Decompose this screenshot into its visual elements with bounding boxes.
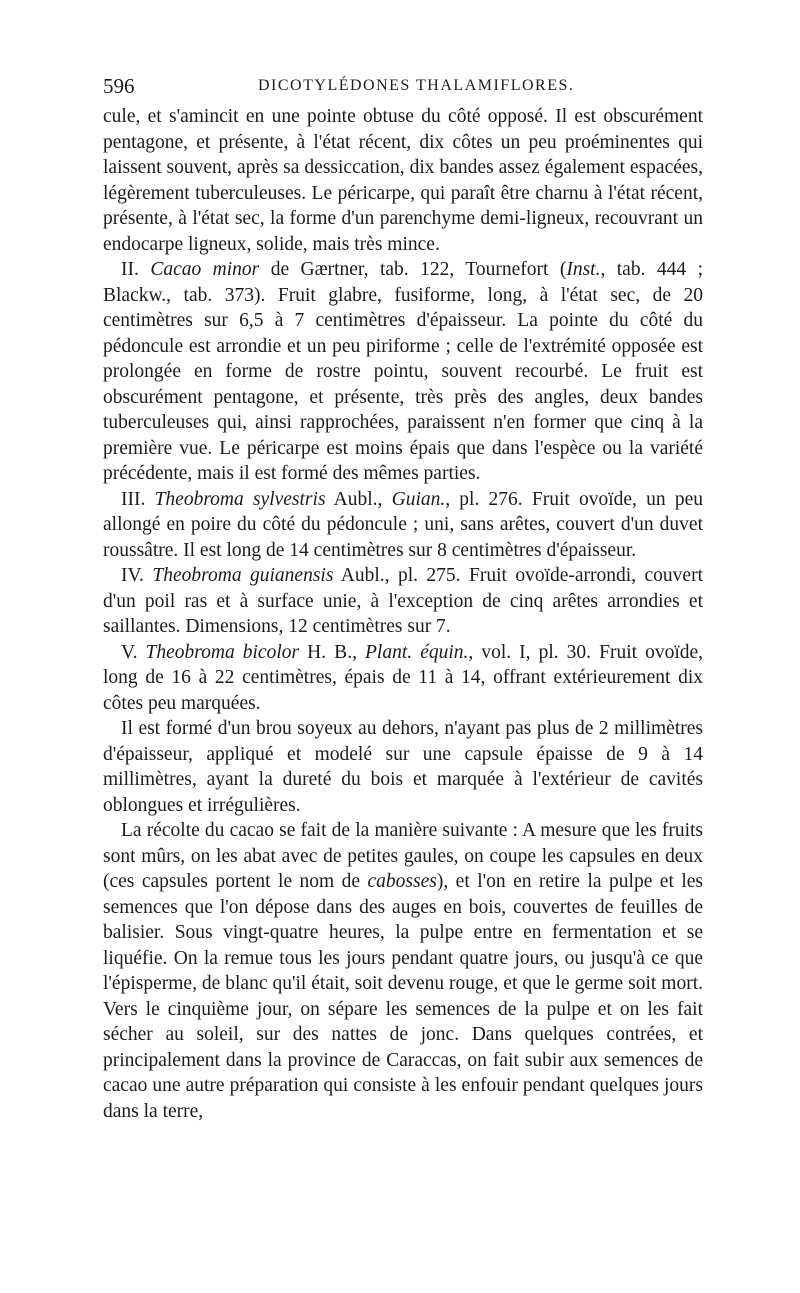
species-name: Cacao minor bbox=[150, 259, 260, 280]
paragraph-text: H. B., bbox=[307, 641, 357, 663]
paragraph-text: de Gærtner, tab. 122, Tournefort ( bbox=[270, 259, 567, 280]
reference-title: Plant. équin. bbox=[365, 641, 469, 663]
running-title: DICOTYLÉDONES THALAMIFLORES. bbox=[258, 77, 575, 94]
body-text bbox=[103, 104, 703, 1124]
paragraph-text: , tab. 444 ; Blackw., tab. 373). Fruit glabre, fusiforme, long, à l'état sec, de 20 centimètres sur 6,5 à 7 centimètres d'épaisseur. La pointe du côté du pédoncule est arrondie et un peu piriforme ; celle de l'extrémité opposée est prolongée en forme de rostre pointu, souvent recourbé. Le fruit est obscurément pentagone, et présente, très près des angles, deux bandes tuberculeuses qui, ainsi rapprochées, paraissent n'en former que cinq à la première vue. Le péricarpe est moins épais que dans l'espèce ou la variété précédente, mais il est formé des mêmes parties. bbox=[103, 259, 703, 484]
term-cabosses: cabosses bbox=[367, 871, 437, 892]
variety-number: III. bbox=[121, 488, 146, 510]
paragraph-recolte bbox=[103, 818, 703, 1124]
paragraph-cacao-minor bbox=[103, 257, 703, 487]
paragraph-text: La récolte du cacao se fait de la manière suivante : A mesure que les fruits sont mûrs, on les abat avec de petites gaules, on coupe les capsules en deux (ces capsules portent le nom de bbox=[103, 820, 703, 892]
variety-number: V. bbox=[121, 641, 138, 663]
species-name: Theobroma sylvestris bbox=[154, 488, 326, 510]
paragraph-brou: Il est formé d'un brou soyeux au dehors, n'ayant pas plus de 2 millimètres d'épaisseur, appliqué et modelé sur une capsule épaisse de 9 à 14 millimètres, ayant la dureté du bois et marquée à l'extérieur de cavités oblongues et irrégulières. bbox=[103, 718, 703, 816]
species-name: Theobroma guianensis bbox=[152, 565, 334, 586]
book-page bbox=[103, 70, 703, 1124]
paragraph-text: Aubl., bbox=[333, 488, 383, 510]
paragraph-text: , vol. I, pl. 30. Fruit ovoïde, long de 16 à 22 centimètres, épais de 11 à 14, offrant extérieurement dix côtes peu marquées. bbox=[103, 641, 704, 714]
paragraph-theobroma-bicolor bbox=[103, 640, 703, 717]
paragraph-continuation: cule, et s'amincit en une pointe obtuse du côté opposé. Il est obscurément pentagone, et présente, à l'état récent, dix côtes un peu proéminentes qui laissent souvent, après sa dessiccation, dix bandes assez également espacées, légèrement tuberculeuses. Le péricarpe, qui paraît être charnu à l'état récent, présente, à l'état sec, la forme d'un parenchyme demi-ligneux, recouvrant un endocarpe ligneux, solide, mais très mince. bbox=[103, 106, 703, 255]
paragraph-text: Aubl., pl. 275. Fruit ovoïde-arrondi, couvert d'un poil ras et à surface unie, à l'exception de cinq arêtes arrondies et saillantes. Dimensions, 12 centimètres sur 7. bbox=[103, 565, 703, 637]
paragraph-text: , pl. 276. Fruit ovoïde, un peu allongé en poire du côté du pédoncule ; uni, sans arêtes, couvert d'un duvet roussâtre. Il est long de 14 centimètres sur 8 centimètres d'épaisseur. bbox=[103, 488, 703, 561]
reference-title: Inst. bbox=[566, 259, 601, 280]
paragraph-theobroma-guianensis bbox=[103, 563, 703, 640]
page-number: 596 bbox=[103, 74, 135, 98]
paragraph-text: ), et l'on en retire la pulpe et les semences que l'on dépose dans des auges en bois, couvertes de feuilles de balisier. Sous vingt-quatre heures, la pulpe entre en fermentation et se liquéfie. On la remue tous les jours pendant quatre jours, ou jusqu'à ce que l'épisperme, de blanc qu'il était, soit devenu rouge, et que le germe soit mort. Vers le cinquième jour, on sépare les semences de la pulpe et on les fait sécher au soleil, sur des nattes de jonc. Dans quelques contrées, et principalement dans la province de Caraccas, on fait subir aux semences de cacao une autre préparation qui consiste à les enfouir pendant quelques jours dans la terre, bbox=[103, 871, 703, 1122]
page-header bbox=[103, 70, 703, 102]
variety-number: II. bbox=[121, 259, 139, 280]
variety-number: IV. bbox=[121, 565, 144, 586]
paragraph-theobroma-sylvestris bbox=[103, 487, 703, 564]
reference-title: Guian. bbox=[391, 488, 446, 510]
species-name: Theobroma bicolor bbox=[145, 641, 300, 663]
